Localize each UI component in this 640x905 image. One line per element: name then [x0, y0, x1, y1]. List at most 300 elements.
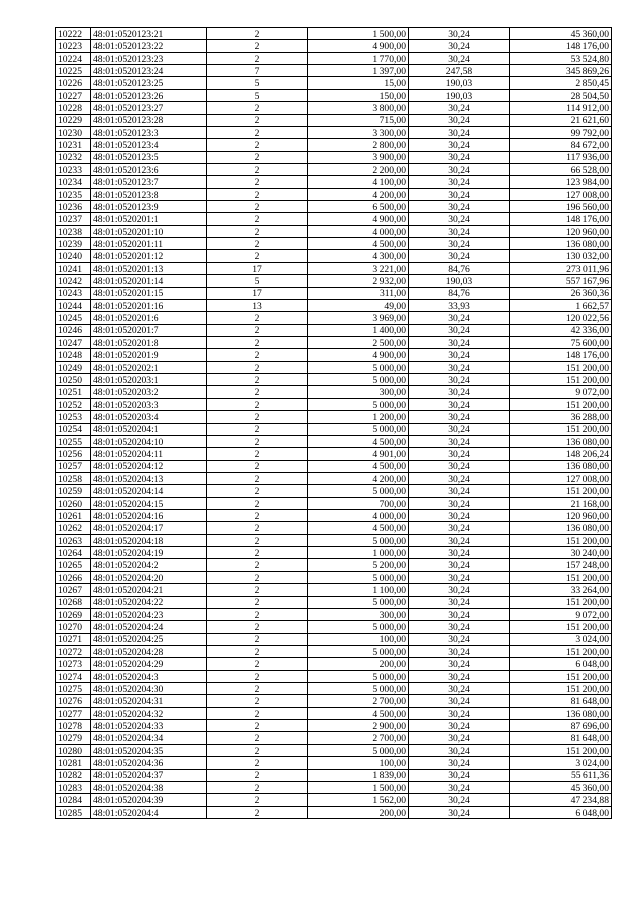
area-cell: 2 800,00	[308, 139, 409, 151]
rate-cell: 30,24	[409, 534, 510, 546]
cadastral-number-cell: 48:01:0520201:8	[91, 336, 207, 348]
area-cell: 1 839,00	[308, 769, 409, 781]
area-cell: 49,00	[308, 299, 409, 311]
category-cell: 2	[207, 213, 308, 225]
table-row	[56, 262, 612, 274]
cadastral-number-cell: 48:01:0520123:8	[91, 188, 207, 200]
cadastral-number-cell: 48:01:0520123:7	[91, 176, 207, 188]
category-cell: 2	[207, 695, 308, 707]
row-number-cell: 10266	[56, 571, 91, 583]
area-cell: 5 000,00	[308, 534, 409, 546]
row-number-cell: 10272	[56, 645, 91, 657]
table-row	[56, 781, 612, 793]
table-row	[56, 559, 612, 571]
category-cell: 2	[207, 349, 308, 361]
table-row	[56, 633, 612, 645]
category-cell: 2	[207, 658, 308, 670]
cost-cell: 6 048,00	[510, 806, 612, 818]
category-cell: 2	[207, 225, 308, 237]
rate-cell: 30,24	[409, 645, 510, 657]
area-cell: 300,00	[308, 608, 409, 620]
category-cell: 2	[207, 188, 308, 200]
category-cell: 2	[207, 633, 308, 645]
rate-cell: 30,24	[409, 238, 510, 250]
row-number-cell: 10267	[56, 584, 91, 596]
rate-cell: 30,24	[409, 411, 510, 423]
table-row	[56, 522, 612, 534]
row-number-cell: 10283	[56, 781, 91, 793]
cost-cell: 45 360,00	[510, 781, 612, 793]
rate-cell: 30,24	[409, 151, 510, 163]
table-row	[56, 188, 612, 200]
category-cell: 13	[207, 299, 308, 311]
area-cell: 4 000,00	[308, 225, 409, 237]
cadastral-number-cell: 48:01:0520204:15	[91, 497, 207, 509]
rate-cell: 30,24	[409, 744, 510, 756]
table-row	[56, 250, 612, 262]
cadastral-number-cell: 48:01:0520204:34	[91, 732, 207, 744]
cadastral-number-cell: 48:01:0520204:29	[91, 658, 207, 670]
cadastral-number-cell: 48:01:0520204:28	[91, 645, 207, 657]
rate-cell: 30,24	[409, 794, 510, 806]
table-row	[56, 114, 612, 126]
row-number-cell: 10271	[56, 633, 91, 645]
area-cell: 5 000,00	[308, 621, 409, 633]
cadastral-number-cell: 48:01:0520204:23	[91, 608, 207, 620]
category-cell: 2	[207, 720, 308, 732]
table-row	[56, 324, 612, 336]
category-cell: 2	[207, 534, 308, 546]
category-cell: 17	[207, 262, 308, 274]
area-cell: 1 562,00	[308, 794, 409, 806]
cadastral-number-cell: 48:01:0520204:10	[91, 435, 207, 447]
category-cell: 2	[207, 312, 308, 324]
cost-cell: 75 600,00	[510, 336, 612, 348]
table-row	[56, 52, 612, 64]
cost-cell: 151 200,00	[510, 571, 612, 583]
area-cell: 4 500,00	[308, 460, 409, 472]
cadastral-number-cell: 48:01:0520201:14	[91, 275, 207, 287]
cost-cell: 148 176,00	[510, 349, 612, 361]
table-row	[56, 349, 612, 361]
area-cell: 150,00	[308, 89, 409, 101]
cadastral-number-cell: 48:01:0520204:25	[91, 633, 207, 645]
cost-cell: 1 662,57	[510, 299, 612, 311]
table-row	[56, 435, 612, 447]
rate-cell: 247,58	[409, 65, 510, 77]
rate-cell: 190,03	[409, 89, 510, 101]
area-cell: 4 200,00	[308, 472, 409, 484]
cost-cell: 81 648,00	[510, 732, 612, 744]
cost-cell: 151 200,00	[510, 423, 612, 435]
rate-cell: 30,24	[409, 633, 510, 645]
rate-cell: 30,24	[409, 806, 510, 818]
cost-cell: 45 360,00	[510, 28, 612, 40]
category-cell: 2	[207, 114, 308, 126]
cost-cell: 114 912,00	[510, 102, 612, 114]
category-cell: 17	[207, 287, 308, 299]
cadastral-number-cell: 48:01:0520204:21	[91, 584, 207, 596]
row-number-cell: 10251	[56, 386, 91, 398]
table-row	[56, 683, 612, 695]
cost-cell: 3 024,00	[510, 757, 612, 769]
category-cell: 2	[207, 794, 308, 806]
table-row	[56, 534, 612, 546]
row-number-cell: 10279	[56, 732, 91, 744]
category-cell: 2	[207, 559, 308, 571]
row-number-cell: 10280	[56, 744, 91, 756]
table-row	[56, 757, 612, 769]
category-cell: 2	[207, 472, 308, 484]
row-number-cell: 10284	[56, 794, 91, 806]
cost-cell: 136 080,00	[510, 707, 612, 719]
cost-cell: 148 176,00	[510, 213, 612, 225]
rate-cell: 30,24	[409, 423, 510, 435]
table-row	[56, 151, 612, 163]
cost-cell: 28 504,50	[510, 89, 612, 101]
row-number-cell: 10233	[56, 163, 91, 175]
row-number-cell: 10255	[56, 435, 91, 447]
rate-cell: 30,24	[409, 139, 510, 151]
rate-cell: 30,24	[409, 460, 510, 472]
cost-cell: 33 264,00	[510, 584, 612, 596]
cost-cell: 53 524,80	[510, 52, 612, 64]
category-cell: 2	[207, 621, 308, 633]
category-cell: 2	[207, 781, 308, 793]
rate-cell: 30,24	[409, 683, 510, 695]
row-number-cell: 10234	[56, 176, 91, 188]
table-row	[56, 584, 612, 596]
rate-cell: 30,24	[409, 769, 510, 781]
row-number-cell: 10269	[56, 608, 91, 620]
cadastral-number-cell: 48:01:0520123:9	[91, 201, 207, 213]
area-cell: 300,00	[308, 386, 409, 398]
cost-cell: 21 621,60	[510, 114, 612, 126]
category-cell: 2	[207, 571, 308, 583]
cadastral-number-cell: 48:01:0520201:1	[91, 213, 207, 225]
row-number-cell: 10276	[56, 695, 91, 707]
cadastral-number-cell: 48:01:0520204:33	[91, 720, 207, 732]
rate-cell: 30,24	[409, 608, 510, 620]
rate-cell: 30,24	[409, 213, 510, 225]
rate-cell: 30,24	[409, 559, 510, 571]
category-cell: 2	[207, 151, 308, 163]
table-row	[56, 201, 612, 213]
rate-cell: 190,03	[409, 77, 510, 89]
row-number-cell: 10282	[56, 769, 91, 781]
cadastral-number-cell: 48:01:0520204:30	[91, 683, 207, 695]
area-cell: 5 000,00	[308, 670, 409, 682]
area-cell: 200,00	[308, 806, 409, 818]
rate-cell: 30,24	[409, 695, 510, 707]
table-row	[56, 40, 612, 52]
rate-cell: 30,24	[409, 176, 510, 188]
cadastral-number-cell: 48:01:0520123:26	[91, 89, 207, 101]
cost-cell: 2 850,45	[510, 77, 612, 89]
rate-cell: 30,24	[409, 336, 510, 348]
cadastral-number-cell: 48:01:0520123:25	[91, 77, 207, 89]
rate-cell: 30,24	[409, 163, 510, 175]
area-cell: 5 000,00	[308, 596, 409, 608]
cadastral-number-cell: 48:01:0520204:36	[91, 757, 207, 769]
cost-cell: 148 206,24	[510, 448, 612, 460]
category-cell: 5	[207, 275, 308, 287]
area-cell: 200,00	[308, 658, 409, 670]
row-number-cell: 10259	[56, 485, 91, 497]
category-cell: 2	[207, 683, 308, 695]
area-cell: 5 000,00	[308, 361, 409, 373]
cadastral-number-cell: 48:01:0520204:18	[91, 534, 207, 546]
area-cell: 2 200,00	[308, 163, 409, 175]
row-number-cell: 10228	[56, 102, 91, 114]
table-row	[56, 596, 612, 608]
cost-cell: 127 008,00	[510, 472, 612, 484]
table-row	[56, 336, 612, 348]
row-number-cell: 10235	[56, 188, 91, 200]
cost-cell: 123 984,00	[510, 176, 612, 188]
cost-cell: 84 672,00	[510, 139, 612, 151]
category-cell: 2	[207, 744, 308, 756]
rate-cell: 30,24	[409, 250, 510, 262]
table-row	[56, 312, 612, 324]
rate-cell: 30,24	[409, 52, 510, 64]
cadastral-number-cell: 48:01:0520204:17	[91, 522, 207, 534]
cost-cell: 151 200,00	[510, 361, 612, 373]
row-number-cell: 10226	[56, 77, 91, 89]
rate-cell: 30,24	[409, 720, 510, 732]
area-cell: 5 000,00	[308, 374, 409, 386]
rate-cell: 30,24	[409, 126, 510, 138]
cadastral-number-cell: 48:01:0520204:14	[91, 485, 207, 497]
category-cell: 2	[207, 250, 308, 262]
table-row	[56, 28, 612, 40]
row-number-cell: 10252	[56, 398, 91, 410]
row-number-cell: 10246	[56, 324, 91, 336]
cadastral-number-cell: 48:01:0520204:19	[91, 547, 207, 559]
rate-cell: 30,24	[409, 349, 510, 361]
rate-cell: 30,24	[409, 485, 510, 497]
category-cell: 2	[207, 361, 308, 373]
table-row	[56, 374, 612, 386]
cost-cell: 9 072,00	[510, 608, 612, 620]
category-cell: 2	[207, 374, 308, 386]
cadastral-number-cell: 48:01:0520204:12	[91, 460, 207, 472]
table-row	[56, 287, 612, 299]
cadastral-number-cell: 48:01:0520204:16	[91, 510, 207, 522]
cost-cell: 130 032,00	[510, 250, 612, 262]
area-cell: 5 200,00	[308, 559, 409, 571]
area-cell: 5 000,00	[308, 645, 409, 657]
cost-cell: 36 288,00	[510, 411, 612, 423]
cadastral-number-cell: 48:01:0520201:7	[91, 324, 207, 336]
row-number-cell: 10232	[56, 151, 91, 163]
cadastral-number-cell: 48:01:0520123:6	[91, 163, 207, 175]
row-number-cell: 10225	[56, 65, 91, 77]
table-row	[56, 720, 612, 732]
area-cell: 4 300,00	[308, 250, 409, 262]
row-number-cell: 10274	[56, 670, 91, 682]
cost-cell: 151 200,00	[510, 670, 612, 682]
cadastral-number-cell: 48:01:0520201:11	[91, 238, 207, 250]
cadastral-number-cell: 48:01:0520204:11	[91, 448, 207, 460]
cost-cell: 99 792,00	[510, 126, 612, 138]
row-number-cell: 10261	[56, 510, 91, 522]
category-cell: 2	[207, 448, 308, 460]
cadastral-number-cell: 48:01:0520123:22	[91, 40, 207, 52]
row-number-cell: 10277	[56, 707, 91, 719]
category-cell: 2	[207, 485, 308, 497]
cadastral-number-cell: 48:01:0520204:38	[91, 781, 207, 793]
table-row	[56, 510, 612, 522]
row-number-cell: 10273	[56, 658, 91, 670]
rate-cell: 30,24	[409, 757, 510, 769]
cost-cell: 273 011,96	[510, 262, 612, 274]
area-cell: 700,00	[308, 497, 409, 509]
table-row	[56, 163, 612, 175]
table-row	[56, 176, 612, 188]
area-cell: 1 200,00	[308, 411, 409, 423]
table-row	[56, 275, 612, 287]
cadastral-number-cell: 48:01:0520201:16	[91, 299, 207, 311]
cadastral-number-cell: 48:01:0520201:9	[91, 349, 207, 361]
table-row	[56, 299, 612, 311]
table-row	[56, 225, 612, 237]
category-cell: 2	[207, 423, 308, 435]
cost-cell: 47 234,88	[510, 794, 612, 806]
cost-cell: 151 200,00	[510, 645, 612, 657]
cost-cell: 120 960,00	[510, 225, 612, 237]
rate-cell: 30,24	[409, 497, 510, 509]
table-row	[56, 695, 612, 707]
cost-cell: 66 528,00	[510, 163, 612, 175]
cadastral-number-cell: 48:01:0520123:4	[91, 139, 207, 151]
table-row	[56, 460, 612, 472]
area-cell: 1 770,00	[308, 52, 409, 64]
area-cell: 311,00	[308, 287, 409, 299]
cost-cell: 6 048,00	[510, 658, 612, 670]
area-cell: 5 000,00	[308, 423, 409, 435]
rate-cell: 30,24	[409, 448, 510, 460]
area-cell: 2 932,00	[308, 275, 409, 287]
cost-cell: 21 168,00	[510, 497, 612, 509]
area-cell: 3 300,00	[308, 126, 409, 138]
rate-cell: 30,24	[409, 658, 510, 670]
rate-cell: 30,24	[409, 435, 510, 447]
area-cell: 1 000,00	[308, 547, 409, 559]
cost-cell: 151 200,00	[510, 683, 612, 695]
row-number-cell: 10243	[56, 287, 91, 299]
cadastral-number-cell: 48:01:0520204:37	[91, 769, 207, 781]
category-cell: 2	[207, 386, 308, 398]
table-row	[56, 732, 612, 744]
table-row	[56, 213, 612, 225]
row-number-cell: 10224	[56, 52, 91, 64]
area-cell: 4 901,00	[308, 448, 409, 460]
cost-cell: 157 248,00	[510, 559, 612, 571]
rate-cell: 30,24	[409, 547, 510, 559]
rate-cell: 30,24	[409, 225, 510, 237]
area-cell: 1 400,00	[308, 324, 409, 336]
area-cell: 2 900,00	[308, 720, 409, 732]
table-row	[56, 448, 612, 460]
area-cell: 3 900,00	[308, 151, 409, 163]
row-number-cell: 10257	[56, 460, 91, 472]
cost-cell: 151 200,00	[510, 621, 612, 633]
cost-cell: 42 336,00	[510, 324, 612, 336]
category-cell: 2	[207, 411, 308, 423]
rate-cell: 30,24	[409, 28, 510, 40]
area-cell: 4 500,00	[308, 435, 409, 447]
rate-cell: 84,76	[409, 262, 510, 274]
rate-cell: 30,24	[409, 621, 510, 633]
row-number-cell: 10278	[56, 720, 91, 732]
rate-cell: 30,24	[409, 522, 510, 534]
row-number-cell: 10238	[56, 225, 91, 237]
area-cell: 100,00	[308, 757, 409, 769]
row-number-cell: 10244	[56, 299, 91, 311]
category-cell: 2	[207, 163, 308, 175]
category-cell: 2	[207, 238, 308, 250]
category-cell: 2	[207, 670, 308, 682]
cadastral-number-cell: 48:01:0520123:24	[91, 65, 207, 77]
table-row	[56, 621, 612, 633]
cadastral-number-cell: 48:01:0520203:1	[91, 374, 207, 386]
cost-cell: 151 200,00	[510, 398, 612, 410]
cadastral-number-cell: 48:01:0520204:2	[91, 559, 207, 571]
cost-cell: 81 648,00	[510, 695, 612, 707]
table-row	[56, 102, 612, 114]
table-row	[56, 485, 612, 497]
cadastral-number-cell: 48:01:0520204:31	[91, 695, 207, 707]
table-row	[56, 547, 612, 559]
cost-cell: 120 022,56	[510, 312, 612, 324]
table-row	[56, 65, 612, 77]
table-row	[56, 398, 612, 410]
cadastral-number-cell: 48:01:0520203:2	[91, 386, 207, 398]
cost-cell: 151 200,00	[510, 374, 612, 386]
rate-cell: 33,93	[409, 299, 510, 311]
category-cell: 2	[207, 522, 308, 534]
rate-cell: 84,76	[409, 287, 510, 299]
row-number-cell: 10265	[56, 559, 91, 571]
area-cell: 5 000,00	[308, 485, 409, 497]
row-number-cell: 10270	[56, 621, 91, 633]
row-number-cell: 10239	[56, 238, 91, 250]
cost-cell: 345 869,26	[510, 65, 612, 77]
area-cell: 4 900,00	[308, 40, 409, 52]
category-cell: 2	[207, 769, 308, 781]
cadastral-number-cell: 48:01:0520204:4	[91, 806, 207, 818]
category-cell: 2	[207, 510, 308, 522]
area-cell: 4 500,00	[308, 238, 409, 250]
category-cell: 2	[207, 806, 308, 818]
rate-cell: 30,24	[409, 201, 510, 213]
area-cell: 3 800,00	[308, 102, 409, 114]
rate-cell: 30,24	[409, 398, 510, 410]
area-cell: 3 969,00	[308, 312, 409, 324]
row-number-cell: 10262	[56, 522, 91, 534]
cost-cell: 55 611,36	[510, 769, 612, 781]
area-cell: 715,00	[308, 114, 409, 126]
cadastral-number-cell: 48:01:0520123:5	[91, 151, 207, 163]
area-cell: 3 221,00	[308, 262, 409, 274]
cadastral-number-cell: 48:01:0520204:13	[91, 472, 207, 484]
row-number-cell: 10281	[56, 757, 91, 769]
area-cell: 2 700,00	[308, 732, 409, 744]
table-row	[56, 238, 612, 250]
rate-cell: 30,24	[409, 732, 510, 744]
row-number-cell: 10242	[56, 275, 91, 287]
